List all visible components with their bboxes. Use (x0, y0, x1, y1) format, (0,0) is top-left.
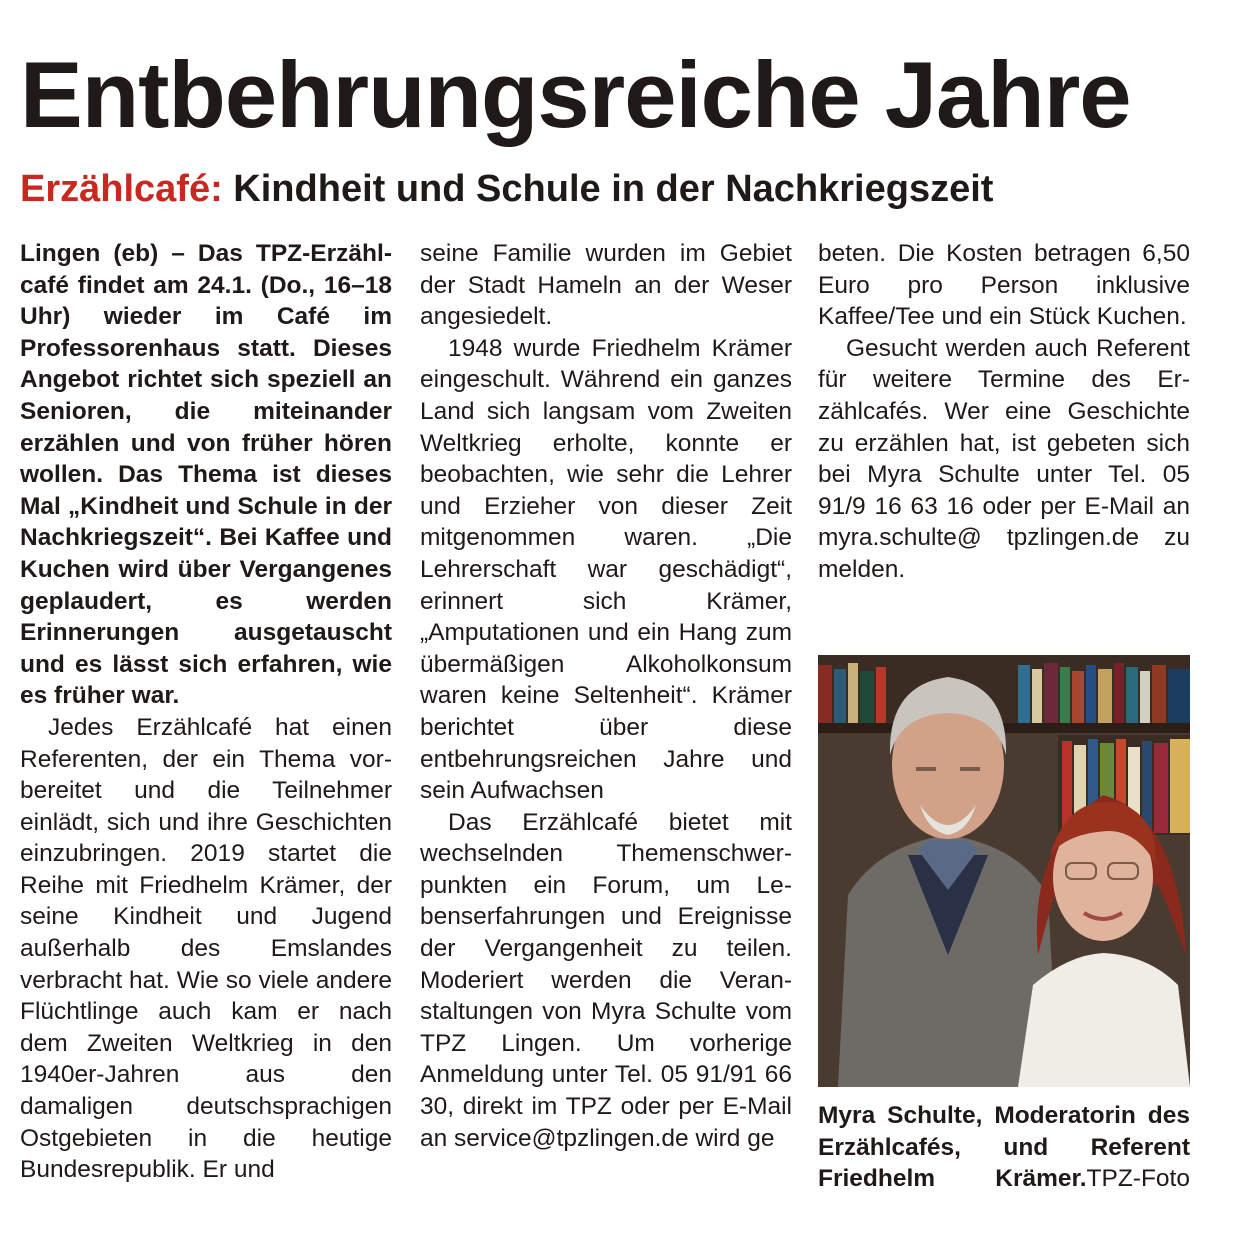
subhead-text: Kindheit und Schule in der Nachkriegszeit (222, 168, 994, 210)
article-column-1 (20, 238, 392, 1186)
photo-illustration (818, 655, 1190, 1087)
article-column-3 (818, 238, 1190, 586)
headline: Entbehrungsreiche Jahre (20, 42, 1131, 147)
body-paragraph: beten. Die Kosten betragen 6,50 Euro pro Person inklusive Kaffee/Tee und ein Stück Kuchen. (818, 240, 1190, 331)
body-paragraph: Das Erzählcafé bietet mit wechselnden Themenschwerpunkten ein Forum, um Lebenserfahrungen und Ereignisse der Vergangenheit zu teilen. Moderiert werden die Veranstaltungen von Myra Schulte vom TPZ Lingen. Um vorherige Anmeldung unter Tel. 05 91/91 66 30, direkt im TPZ oder per E-Mail an service@tpzlingen.de wird ge (420, 808, 792, 1152)
caption-text: Myra Schulte, Moderatorin des Erzählcafés, und Referent Friedhelm Krämer. (818, 1102, 1190, 1193)
body-paragraph: 1948 wurde Friedhelm Krämer eingeschult. Während ein ganzes Land sich langsam vom Zweiten Weltkrieg erholte, konnte er beobachten, wie sehr die Lehrer und Erzieher von dieser Zeit mitgenommen waren. „Die Lehrerschaft war geschädigt“, erinnert sich Krämer, „Amputationen und ein Hang zum übermäßigen Alkoholkonsum waren keine Seltenheit“. Krämer berichtet über diese entbehrungsreichen Jahre und sein Aufwachsen (420, 334, 792, 805)
article-column-2 (420, 238, 792, 1154)
body-paragraph: Gesucht werden auch Referent für weitere Termine des Erzählcafés. Wer eine Geschichte zu erzählen hat, ist gebeten sich bei Myra Schulte unter Tel. 05 91/9 16 63 16 oder per E-Mail an myra.schulte@ tpzlingen.de zu melden. (818, 334, 1190, 583)
photo-credit: TPZ-Foto (1086, 1165, 1190, 1193)
body-paragraph: seine Familie wurden im Gebiet der Stadt Hameln an der Weser angesiedelt. (420, 240, 792, 331)
subhead-kicker: Erzählcafé: (20, 168, 223, 210)
lead-paragraph: Lingen (eb) – Das TPZ-Erzählcafé findet am 24.1. (Do., 16–18 Uhr) wieder im Café im Professorenhaus statt. Dieses Angebot richtet sich speziell an Senioren, die miteinander erzählen und von früher hören wollen. Das Thema ist dieses Mal „Kindheit und Schule in der Nachkriegszeit“. Bei Kaffee und Kuchen wird über Vergangenes geplaudert, es werden Erinnerungen ausgetauscht und es lässt sich erfahren, wie es früher war. (20, 240, 392, 710)
article-photo (818, 655, 1190, 1087)
subheadline (20, 166, 1220, 212)
photo-caption (818, 1100, 1190, 1195)
body-paragraph: Jedes Erzählcafé hat einen Referenten, der ein Thema vorbereitet und die Teilnehmer einlädt, sich und ihre Geschichten einzubringen. 2019 startet die Reihe mit Friedhelm Krämer, der seine Kindheit und Jugend außerhalb des Emslandes verbracht hat. Wie so viele andere Flüchtlinge auch kam er nach dem Zweiten Weltkrieg in den 1940er-Jahren aus den damaligen deutschsprachigen Ostgebieten in die heutige Bundesrepublik. Er und (20, 713, 392, 1184)
